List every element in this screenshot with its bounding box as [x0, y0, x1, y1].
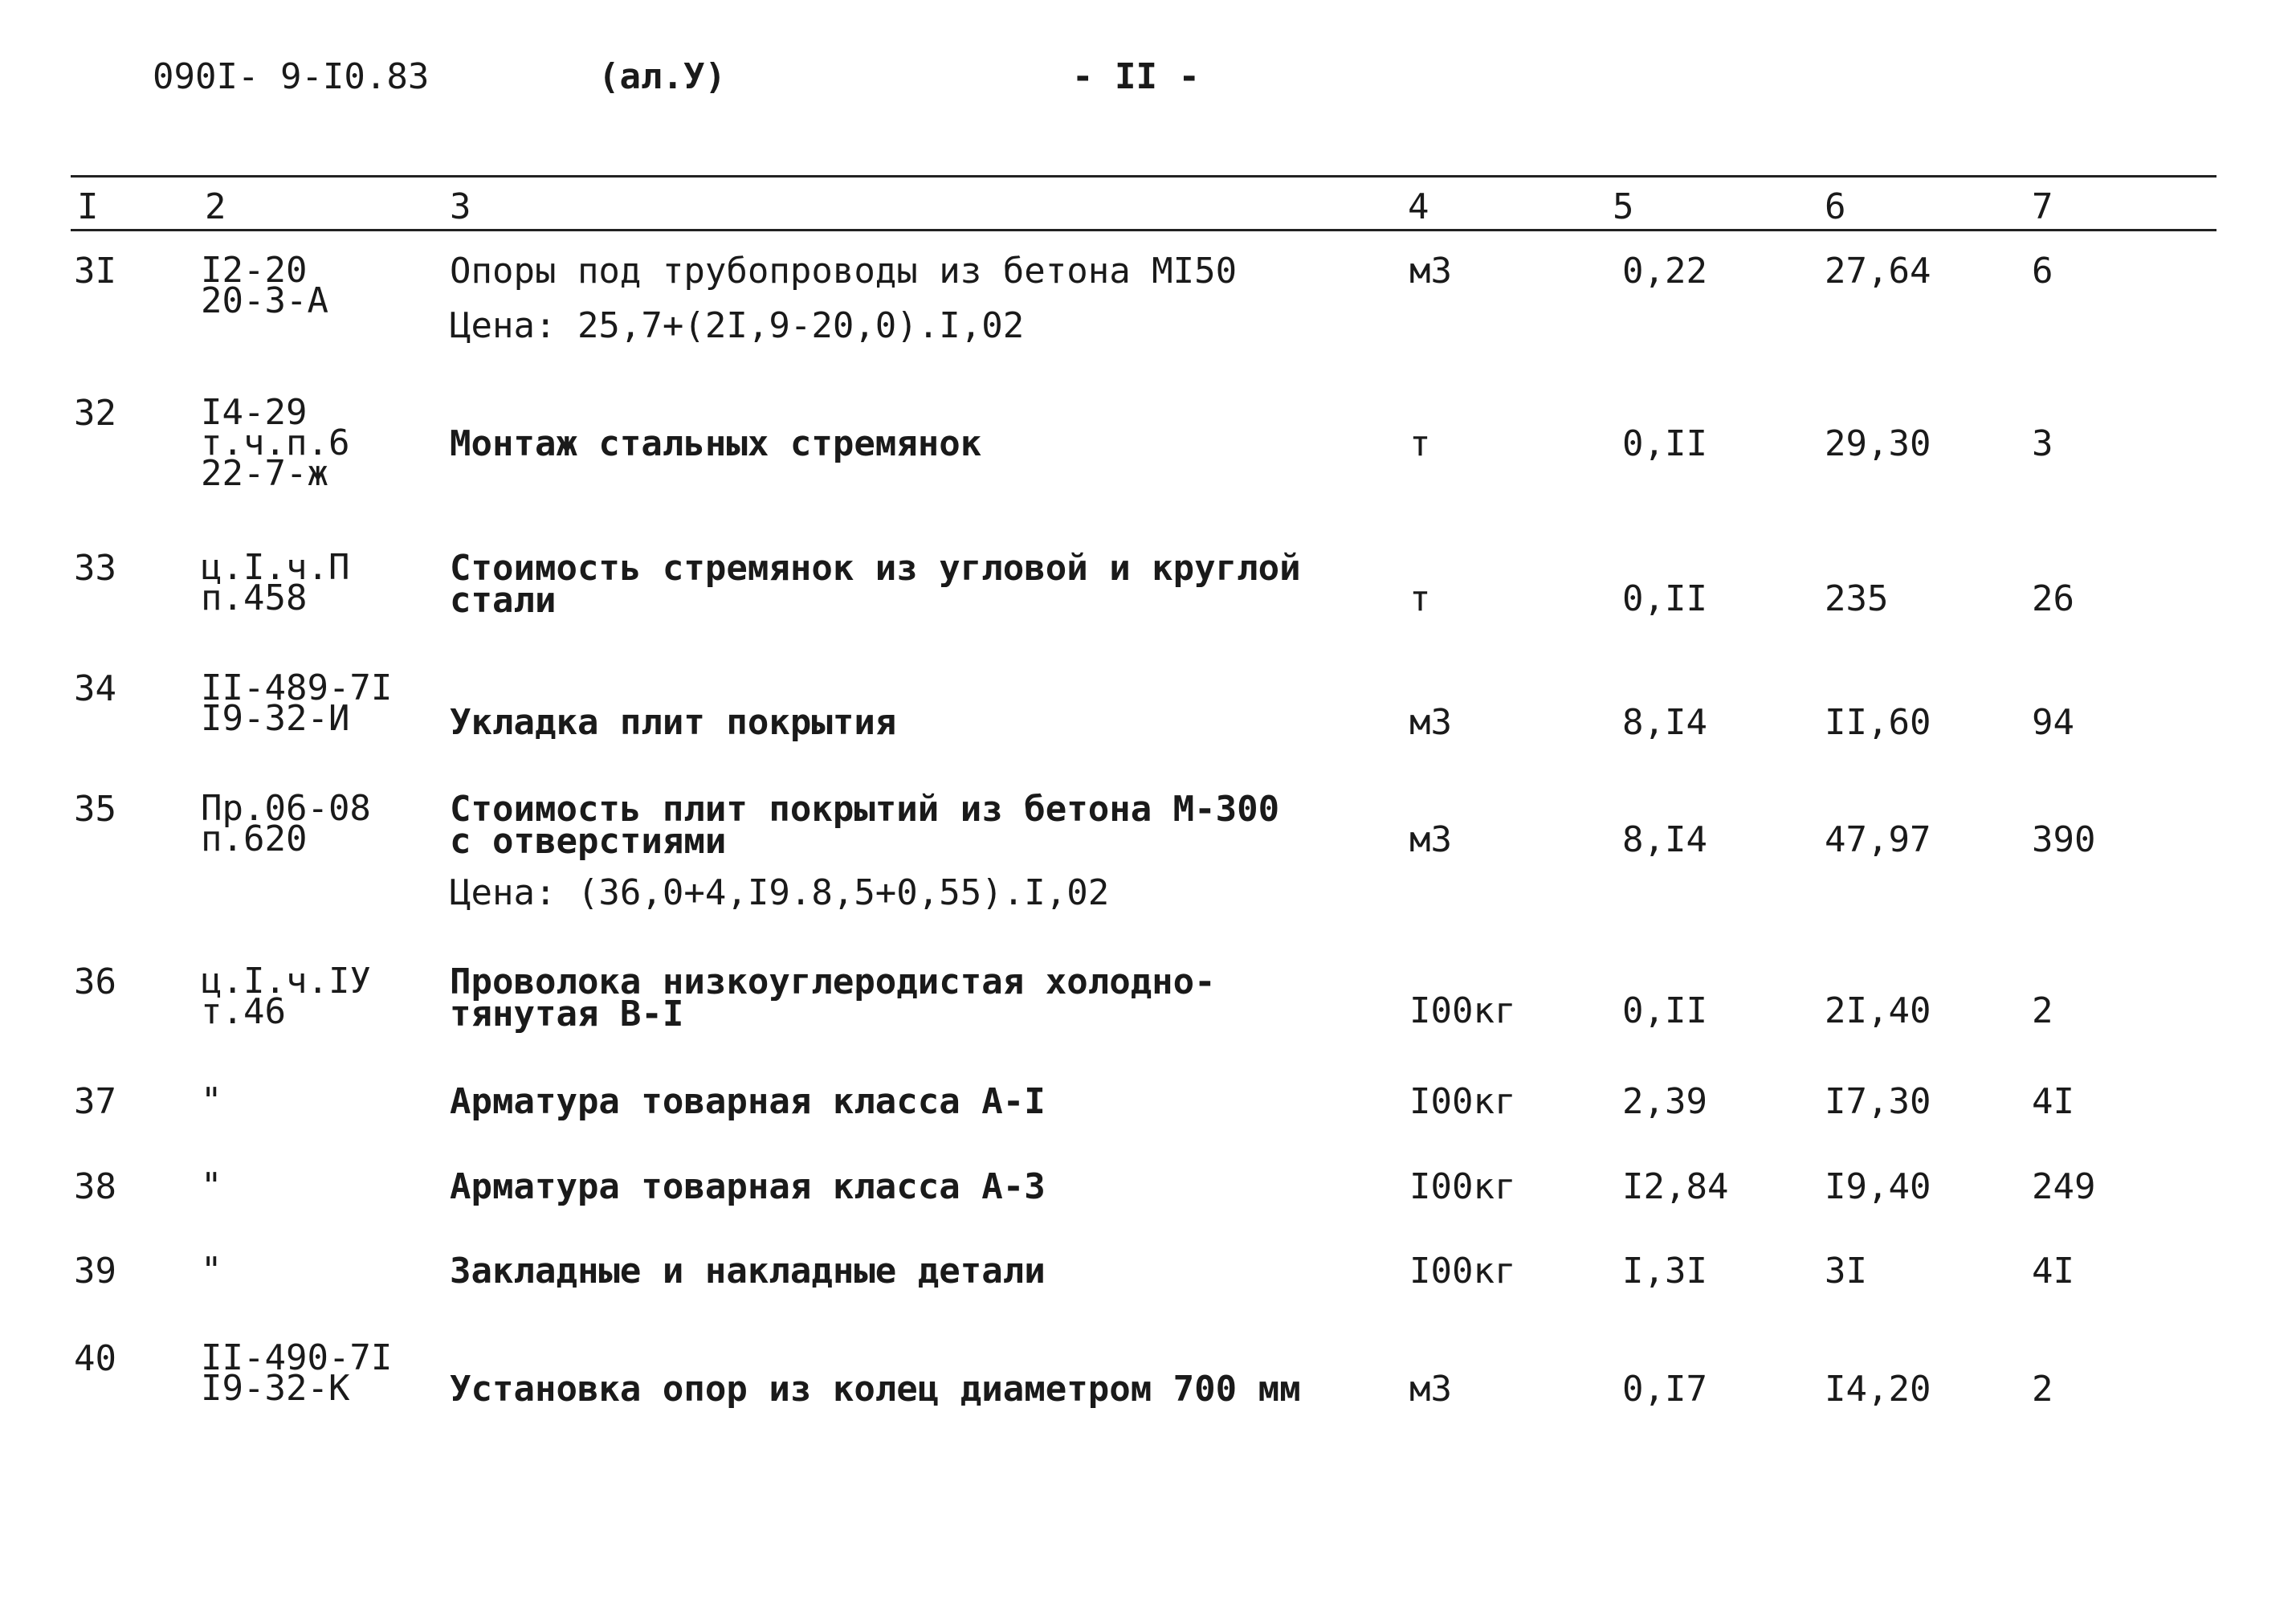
row-cost: 94 [2032, 702, 2074, 743]
row-number: 39 [74, 1251, 116, 1292]
row-cost: 4I [2032, 1081, 2074, 1122]
row-quantity: 0,II [1622, 578, 1707, 619]
page-number: - II - [1072, 56, 1200, 97]
column-header-6: 6 [1825, 186, 1846, 227]
row-quantity: 0,II [1622, 423, 1707, 464]
row-reference: Пр.06-08 п.620 [201, 788, 371, 859]
row-reference: I4-29 т.ч.п.6 22-7-ж [201, 392, 350, 494]
row-unit-price: 2I,40 [1825, 990, 1931, 1031]
row-reference: " [201, 1165, 222, 1206]
row-price-note: Цена: (36,0+4,I9.8,5+0,55).I,02 [450, 872, 1110, 913]
row-cost: 26 [2032, 578, 2074, 619]
row-cost: 2 [2032, 990, 2053, 1031]
row-unit-price: 47,97 [1825, 819, 1931, 860]
column-header-7: 7 [2032, 186, 2053, 227]
row-number: 36 [74, 961, 116, 1002]
column-header-2: 2 [205, 186, 226, 227]
table-column-header-row [0, 186, 2296, 227]
row-description: Арматура товарная класса А-3 [450, 1166, 1046, 1207]
row-unit: I00кг [1409, 1166, 1516, 1207]
document-variant: (ал.У) [598, 56, 726, 97]
row-description: Монтаж стальных стремянок [450, 423, 982, 464]
row-reference: ц.I.ч.П п.458 [201, 547, 350, 618]
row-number: 33 [74, 548, 116, 589]
column-header-5: 5 [1613, 186, 1634, 227]
table-top-rule [71, 175, 2216, 178]
row-unit: м3 [1409, 702, 1452, 743]
row-unit-price: II,60 [1825, 702, 1931, 743]
row-unit-price: 3I [1825, 1251, 1867, 1292]
row-cost: 6 [2032, 251, 2053, 292]
row-number: 34 [74, 668, 116, 709]
document-code: 090I- 9-I0.83 [153, 56, 430, 97]
row-quantity: I2,84 [1622, 1166, 1729, 1207]
row-unit: т [1409, 423, 1431, 464]
row-unit: м3 [1409, 251, 1452, 292]
row-unit: I00кг [1409, 990, 1516, 1031]
row-description: Установка опор из колец диаметром 700 мм [450, 1369, 1301, 1410]
row-price-note: Цена: 25,7+(2I,9-20,0).I,02 [450, 305, 1025, 346]
row-unit: I00кг [1409, 1251, 1516, 1292]
table-header-rule [71, 229, 2216, 231]
row-cost: 390 [2032, 819, 2096, 860]
row-number: 35 [74, 789, 116, 830]
row-quantity: I,3I [1622, 1251, 1707, 1292]
row-reference: ц.I.ч.IУ т.46 [201, 961, 371, 1032]
row-unit-price: 29,30 [1825, 423, 1931, 464]
row-description: Стоимость стремянок из угловой и круглой стали [450, 548, 1301, 621]
row-number: 32 [74, 393, 116, 434]
row-cost: 4I [2032, 1251, 2074, 1292]
row-unit: м3 [1409, 819, 1452, 860]
column-header-3: 3 [450, 186, 471, 227]
page-header [0, 56, 2296, 104]
row-unit-price: I9,40 [1825, 1166, 1931, 1207]
row-reference: I2-20 20-3-А [201, 250, 328, 321]
row-quantity: 0,22 [1622, 251, 1707, 292]
row-description: Закладные и накладные детали [450, 1251, 1046, 1292]
row-quantity: 8,I4 [1622, 702, 1707, 743]
row-number: 37 [74, 1081, 116, 1122]
row-description: Укладка плит покрытия [450, 702, 897, 743]
row-cost: 3 [2032, 423, 2053, 464]
row-reference: " [201, 1250, 222, 1291]
row-cost: 249 [2032, 1166, 2096, 1207]
column-header-1: I [77, 186, 99, 227]
row-quantity: 2,39 [1622, 1081, 1707, 1122]
row-description: Опоры под трубопроводы из бетона МI50 [450, 251, 1238, 292]
row-quantity: 0,II [1622, 990, 1707, 1031]
row-reference: II-489-7I I9-32-И [201, 667, 393, 739]
row-number: 3I [74, 251, 116, 292]
column-header-4: 4 [1408, 186, 1429, 227]
row-reference: " [201, 1080, 222, 1121]
row-unit-price: I4,20 [1825, 1369, 1931, 1410]
row-number: 40 [74, 1338, 116, 1379]
row-unit: м3 [1409, 1369, 1452, 1410]
row-cost: 2 [2032, 1369, 2053, 1410]
row-description: Стоимость плит покрытий из бетона М-300 с отверстиями [450, 789, 1280, 862]
row-unit: т [1409, 578, 1431, 619]
row-unit-price: I7,30 [1825, 1081, 1931, 1122]
row-description: Проволока низкоуглеродистая холодно- тянутая В-I [450, 961, 1216, 1035]
row-quantity: 0,I7 [1622, 1369, 1707, 1410]
row-number: 38 [74, 1166, 116, 1207]
row-unit-price: 27,64 [1825, 251, 1931, 292]
row-unit-price: 235 [1825, 578, 1889, 619]
row-quantity: 8,I4 [1622, 819, 1707, 860]
row-reference: II-490-7I I9-32-К [201, 1337, 393, 1409]
row-unit: I00кг [1409, 1081, 1516, 1122]
row-description: Арматура товарная класса А-I [450, 1081, 1046, 1122]
